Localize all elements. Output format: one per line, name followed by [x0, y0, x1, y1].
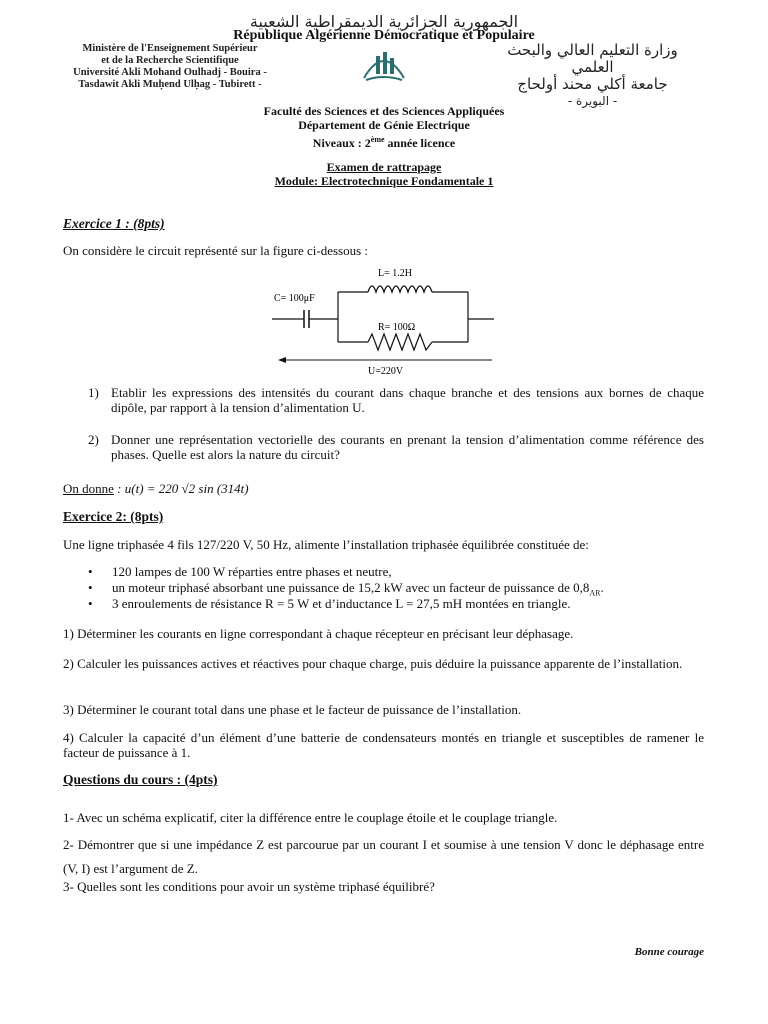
department-line: Département de Génie Electrique	[298, 118, 470, 132]
level-line	[0, 133, 768, 150]
university-line: Université Akli Mohand Oulhadj - Bouira -	[73, 67, 267, 78]
exercise2-title: Exercice 2: (8pts)	[63, 509, 164, 524]
exercise2-question-2: 2) Calculer les puissances actives et réactives pour chaque charge, puis déduire la puissance apparente de l’installation.	[63, 656, 683, 671]
ministry-right-block	[485, 42, 700, 110]
exercise2-question-1: 1) Déterminer les courants en ligne correspondant à chaque récepteur en précisant leur déphasage.	[63, 626, 574, 641]
exercise1-intro: On considère le circuit représenté sur la figure ci-dessous :	[63, 243, 369, 258]
given-line	[63, 481, 704, 496]
university-logo	[356, 40, 412, 86]
module-title: Module: Electrotechnique Fondamentale 1	[274, 174, 494, 188]
exam-title: Examen de rattrapage	[326, 160, 442, 174]
republic-title: République Algérienne Démocratique et Populaire	[233, 28, 535, 43]
capacitance-label: C= 100μF	[274, 293, 315, 304]
course-question-1: 1- Avec un schéma explicatif, citer la différence entre le couplage étoile et le couplage triangle.	[63, 810, 558, 825]
question-number: 2)	[88, 432, 99, 447]
arabic-city-line: - البويرة -	[567, 94, 618, 108]
arabic-ministry-line: وزارة التعليم العالي والبحث العلمي	[507, 41, 678, 76]
bullet-main: un moteur triphasé absorbant une puissance de 15,2 kW avec un facteur de puissance de 0,8	[112, 580, 590, 595]
question-text: Donner une représentation vectorielle des courants en prenant la tension d’alimentation comme référence des phases. Quelle est alors la nature du circuit?	[111, 432, 704, 462]
exercise2-question-4: 4) Calculer la capacité d’un élément d’une batterie de condensateurs montés en triangle et susceptibles de ramener le facteur de puissance à 1.	[63, 730, 704, 760]
course-question-2: 2- Démontrer que si une impédance Z est parcourue par un courant I et soumise à une tension V donc le déphasage entre (V, I) est l’argument de Z.	[63, 837, 704, 876]
bullet-text: 3 enroulements de résistance R = 5 W et d’inductance L = 27,5 mH montées en triangle.	[112, 596, 571, 611]
exercise2-question-3: 3) Déterminer le courant total dans une phase et le facteur de puissance de l’installation.	[63, 702, 522, 717]
course-questions-title: Questions du cours : (4pts)	[63, 772, 218, 787]
level-sup: ème	[370, 135, 385, 144]
ministry-left-block	[70, 43, 270, 91]
exercise1-question-2	[88, 432, 704, 464]
exercise2-intro: Une ligne triphasée 4 fils 127/220 V, 50 Hz, alimente l’installation triphasée équilibrée constituée de:	[63, 537, 589, 552]
bullet-icon: •	[88, 580, 93, 595]
exercise1-question-1	[88, 385, 704, 417]
level-suffix: année licence	[384, 136, 456, 150]
bullet-end: .	[600, 580, 604, 595]
faculty-line: Faculté des Sciences et des Sciences Appliquées	[263, 104, 505, 118]
arabic-republic-title: الجمهورية الجزائرية الديمقراطية الشعبية	[249, 12, 519, 31]
given-expression: : u(t) = 220 √2 sin (314t)	[113, 481, 249, 496]
circuit-figure	[268, 264, 498, 376]
course-question-3: 3- Quelles sont les conditions pour avoir un système triphasé équilibré?	[63, 879, 435, 894]
given-label: On donne	[63, 481, 114, 496]
closing-text: Bonne courage	[634, 946, 704, 958]
arabic-university-line: جامعة أكلي محند أولحاج	[517, 75, 668, 93]
university-line: Tasdawit Akli Muḥend Ulḥag - Tubirett -	[78, 79, 262, 90]
inductance-label: L= 1.2H	[378, 268, 412, 279]
level-prefix: Niveaux : 2	[312, 136, 371, 150]
bullet-icon: •	[88, 596, 93, 611]
voltage-label: U=220V	[368, 366, 404, 376]
bullet-text: 120 lampes de 100 W réparties entre phases et neutre,	[112, 564, 392, 579]
ministry-line: Ministère de l'Enseignement Supérieur	[82, 43, 258, 54]
question-text: Etablir les expressions des intensités du courant dans chaque branche et des tensions aux bornes de chaque dipôle, par rapport à la tension d’alimentation U.	[111, 385, 704, 415]
question-number: 1)	[88, 385, 99, 400]
bullet-icon: •	[88, 564, 93, 579]
bullet-sub: AR	[589, 588, 601, 598]
exercise1-title: Exercice 1 : (8pts)	[63, 216, 165, 231]
resistance-label: R= 100Ω	[378, 322, 416, 333]
ministry-line: et de la Recherche Scientifique	[101, 55, 239, 66]
